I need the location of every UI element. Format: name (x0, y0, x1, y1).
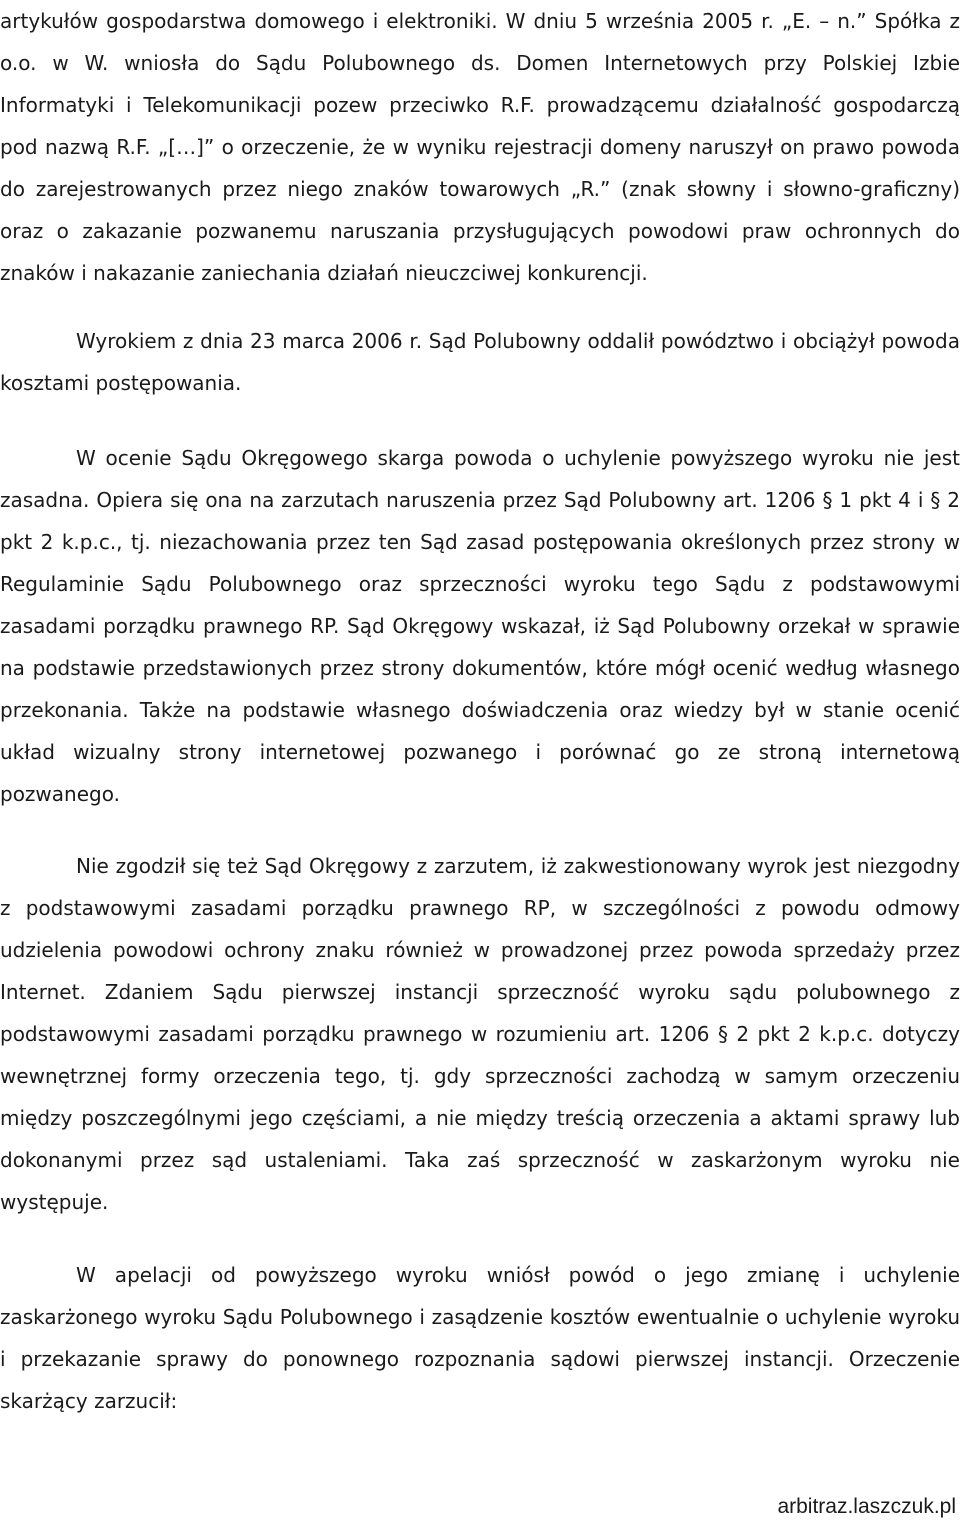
paragraph-3-text: W ocenie Sądu Okręgowego skarga powoda o uchylenie powyższego wyroku nie jest zasadna. Opiera się ona na zarzutach naruszenia przez Sąd Polubowny art. 1206 § 1 pkt 4 i § 2 pkt 2 k.p.c., tj. niezachowania przez ten Sąd zasad postępowania określonych przez strony w Regulaminie Sądu Polubownego oraz sprzeczności wyroku tego Sądu z podstawowymi zasadami porządku prawnego RP. Sąd Okręgowy wskazał, iż Sąd Polubowny orzekał w sprawie na podstawie przedstawionych przez strony dokumentów, które mógł ocenić według własnego przekonania. Także na podstawie własnego doświadczenia oraz wiedzy był w stanie ocenić układ wizualny strony internetowej pozwanego i porównać go ze stroną internetową pozwanego. (0, 446, 960, 806)
paragraph-1-text: artykułów gospodarstwa domowego i elektroniki. W dniu 5 września 2005 r. „E. – n.” Spółka z o.o. w W. wniosła do Sądu Polubownego ds. Domen Internetowych przy Polskiej Izbie Informatyki i Telekomunikacji pozew przeciwko R.F. prowadzącemu działalność gospodarczą pod nazwą R.F. „[…]” o orzeczenie, że w wyniku rejestracji domeny naruszył on prawo powoda do zarejestrowanych przez niego znaków towarowych „R.” (znak słowny i słowno-graficzny) oraz o zakazanie pozwanemu naruszania przysługujących powodowi praw ochronnych do znaków i nakazanie zaniechania działań nieuczciwej konkurencji. (0, 9, 960, 285)
paragraph-4-text: Nie zgodził się też Sąd Okręgowy z zarzutem, iż zakwestionowany wyrok jest niezgodny z podstawowymi zasadami porządku prawnego RP, w szczególności z powodu odmowy udzielenia powodowi ochrony znaku również w prowadzonej przez powoda sprzedaży przez Internet. Zdaniem Sądu pierwszej instancji sprzeczność wyroku sądu polubownego z podstawowymi zasadami porządku prawnego w rozumieniu art. 1206 § 2 pkt 2 k.p.c. dotyczy wewnętrznej formy orzeczenia tego, tj. gdy sprzeczności zachodzą w samym orzeczeniu między poszczególnymi jego częściami, a nie między treścią orzeczenia a aktami sprawy lub dokonanymi przez sąd ustaleniami. Taka zaś sprzeczność w zaskarżonym wyroku nie występuje. (0, 854, 960, 1214)
paragraph-1 (0, 0, 960, 294)
paragraph-2 (0, 320, 960, 404)
footer-site-url: arbitraz.laszczuk.pl (777, 1495, 956, 1518)
paragraph-2-text: Wyrokiem z dnia 23 marca 2006 r. Sąd Polubowny oddalił powództwo i obciążył powoda kosztami postępowania. (0, 329, 960, 395)
paragraph-3 (0, 437, 960, 815)
paragraph-5-text: W apelacji od powyższego wyroku wniósł powód o jego zmianę i uchylenie zaskarżonego wyroku Sądu Polubownego i zasądzenie kosztów ewentualnie o uchylenie wyroku i przekazanie sprawy do ponownego rozpoznania sądowi pierwszej instancji. Orzeczenie skarżący zarzucił: (0, 1263, 960, 1413)
paragraph-5 (0, 1254, 960, 1422)
paragraph-4 (0, 845, 960, 1223)
